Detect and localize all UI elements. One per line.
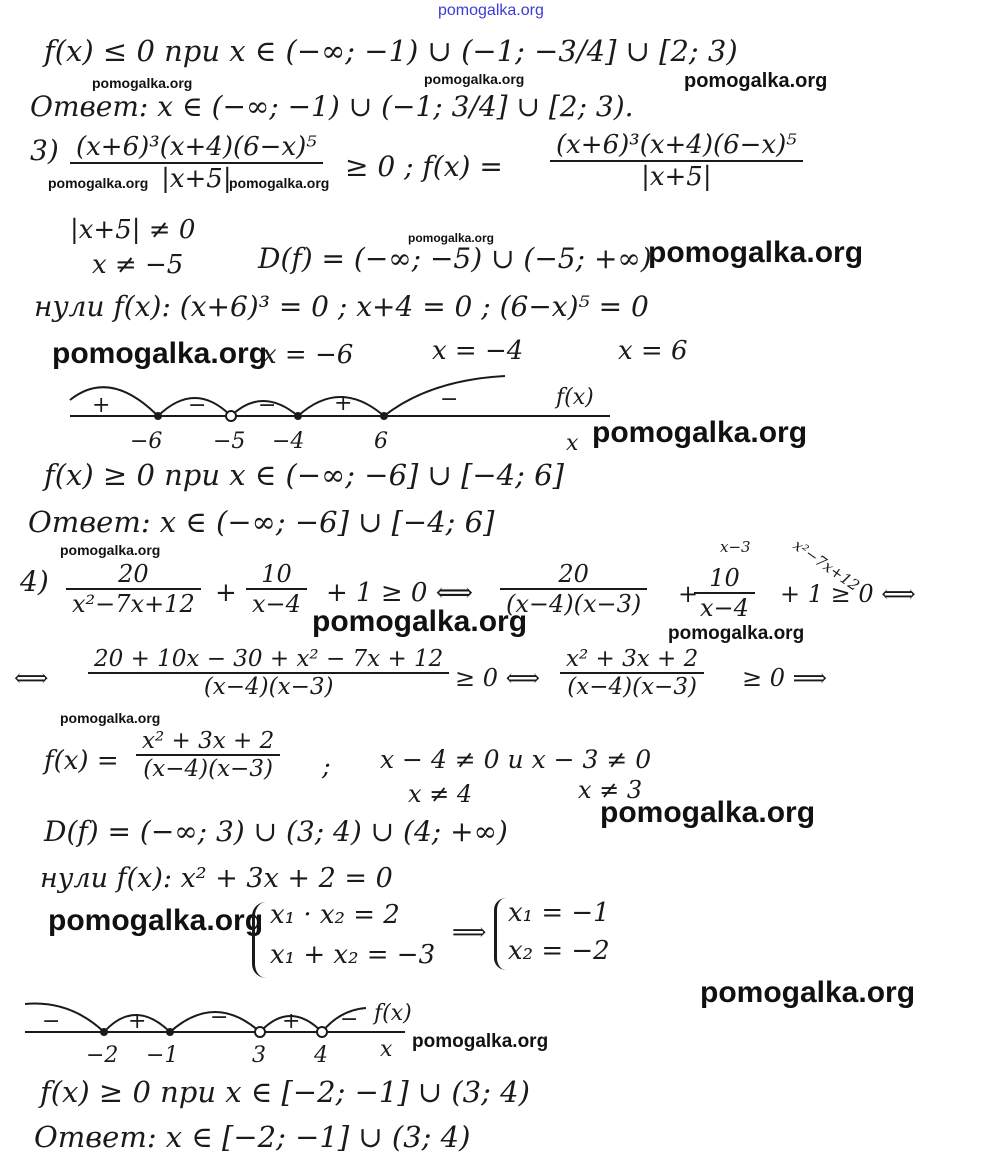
- watermark: pomogalka.org: [412, 1031, 549, 1052]
- sign-label: −: [440, 387, 459, 412]
- root-value: x₁ = −1: [508, 898, 610, 928]
- problem-4-fraction-1: [66, 560, 201, 618]
- watermark: pomogalka.org: [312, 605, 528, 638]
- simplified-fraction: [560, 646, 704, 700]
- answer-line-part3: Ответ: x ∈ (−∞; −6] ∪ [−4; 6]: [28, 505, 495, 539]
- point-label: −4: [272, 429, 305, 454]
- watermark: pomogalka.org: [600, 796, 816, 829]
- watermark: pomogalka.org: [229, 175, 330, 191]
- result-line-part4: f(x) ≥ 0 при x ∈ [−2; −1] ∪ (3; 4): [40, 1075, 530, 1109]
- condition-result: x ≠ −5: [92, 250, 184, 280]
- point-label: −2: [86, 1043, 119, 1068]
- sign-chart-2: [0, 990, 991, 1070]
- fraction-numerator: 10: [246, 560, 307, 590]
- problem-3-fraction: [70, 132, 323, 194]
- fraction-denominator: x²−7x+12: [72, 590, 195, 618]
- sign-label: −: [42, 1009, 61, 1034]
- function-label: f(x): [374, 1001, 412, 1026]
- watermark: pomogalka.org: [52, 337, 268, 370]
- equivalence: + 1 ≥ 0 ⟺: [780, 580, 916, 608]
- problem-4-fraction-3: [500, 560, 647, 618]
- domain-line: D(f) = (−∞; −5) ∪ (−5; +∞): [258, 242, 652, 275]
- function-label: f(x) =: [44, 746, 119, 776]
- watermark-top: pomogalka.org: [438, 2, 544, 19]
- vieta-sum: x₁ + x₂ = −3: [270, 940, 436, 970]
- system-brace: [494, 898, 509, 970]
- equivalence: ≥ 0 ⟺: [455, 664, 541, 692]
- axis-point-filled: [294, 412, 302, 420]
- problem-3-label: 3): [30, 134, 59, 167]
- sign-label: +: [334, 391, 353, 416]
- fraction-numerator: x² + 3x + 2: [136, 728, 280, 756]
- equivalence: + 1 ≥ 0 ⟺: [326, 578, 473, 608]
- fraction-denominator: x−4: [252, 590, 301, 618]
- fraction-denominator: |x+5|: [161, 164, 232, 194]
- fraction-numerator: 20: [500, 560, 647, 590]
- fraction-denominator: (x−4)(x−3): [203, 674, 334, 700]
- point-label: 3: [252, 1043, 266, 1068]
- condition-result: x ≠ 4: [408, 780, 473, 808]
- sign-label: −: [188, 393, 207, 418]
- sign-label: +: [92, 393, 111, 418]
- axis-point-filled: [166, 1028, 174, 1036]
- watermark: pomogalka.org: [60, 542, 161, 558]
- zero-value: x = −4: [432, 336, 524, 366]
- watermark: pomogalka.org: [668, 623, 805, 644]
- axis-point-open: [317, 1027, 327, 1037]
- implication: ⟹: [452, 918, 487, 946]
- watermark: pomogalka.org: [48, 175, 149, 191]
- zeros-line: нули f(x): x² + 3x + 2 = 0: [40, 863, 393, 894]
- axis-point-open: [226, 411, 236, 421]
- fraction-denominator: (x−4)(x−3): [143, 756, 273, 782]
- combined-fraction: [88, 646, 449, 700]
- point-label: −6: [130, 429, 163, 454]
- point-label: −5: [213, 429, 246, 454]
- axis-point-filled: [380, 412, 388, 420]
- sign-label: −: [258, 393, 277, 418]
- watermark: pomogalka.org: [648, 236, 864, 269]
- watermark: pomogalka.org: [424, 71, 525, 87]
- function-fraction: [550, 130, 803, 192]
- separator: ;: [322, 752, 331, 782]
- watermark: pomogalka.org: [48, 904, 264, 937]
- condition-line: x − 4 ≠ 0 и x − 3 ≠ 0: [380, 745, 652, 774]
- sign-label: −: [340, 1007, 359, 1032]
- fraction-denominator: (x−4)(x−3): [567, 674, 697, 700]
- system-brace: [252, 902, 269, 978]
- problem-4-fraction-4: [694, 564, 755, 622]
- variable-label: x: [380, 1037, 393, 1062]
- zero-value: x = 6: [618, 336, 688, 366]
- function-label: f(x): [556, 385, 594, 410]
- zeros-line: нули f(x): (x+6)³ = 0 ; x+4 = 0 ; (6−x)⁵ = 0: [34, 290, 649, 323]
- watermark: pomogalka.org: [684, 70, 828, 92]
- answer-line-part2: Ответ: x ∈ (−∞; −1) ∪ (−1; 3/4] ∪ [2; 3).: [30, 90, 634, 123]
- problem-3-relation: ≥ 0 ; f(x) =: [345, 150, 503, 183]
- problem-4-fraction-2: [246, 560, 307, 618]
- watermark: pomogalka.org: [60, 710, 161, 726]
- fraction-numerator: 20 + 10x − 30 + x² − 7x + 12: [88, 646, 449, 674]
- condition-result: x ≠ 3: [578, 776, 643, 804]
- result-line-part3: f(x) ≥ 0 при x ∈ (−∞; −6] ∪ [−4; 6]: [44, 458, 564, 492]
- watermark: pomogalka.org: [592, 416, 808, 449]
- watermark: pomogalka.org: [408, 231, 495, 245]
- vieta-product: x₁ · x₂ = 2: [270, 900, 400, 930]
- axis-point-filled: [154, 412, 162, 420]
- operator: +: [215, 578, 237, 608]
- fraction-numerator: (x+6)³(x+4)(6−x)⁵: [70, 132, 323, 164]
- equivalence: ⟺: [14, 664, 49, 692]
- axis-point-filled: [100, 1028, 108, 1036]
- problem-4-label: 4): [20, 565, 49, 598]
- fraction-denominator: x−4: [700, 594, 749, 622]
- fraction-numerator: 20: [66, 560, 201, 590]
- axis-point-open: [255, 1027, 265, 1037]
- sign-label: +: [282, 1009, 301, 1034]
- zero-value: x = −6: [262, 340, 354, 370]
- point-label: −1: [146, 1043, 179, 1068]
- fraction-denominator: (x−4)(x−3): [506, 590, 642, 618]
- variable-label: x: [566, 431, 579, 456]
- fraction-numerator: 10: [694, 564, 755, 594]
- watermark: pomogalka.org: [92, 75, 193, 91]
- domain-line: D(f) = (−∞; 3) ∪ (3; 4) ∪ (4; +∞): [44, 815, 508, 848]
- point-label: 4: [314, 1043, 328, 1068]
- answer-line-part4: Ответ: x ∈ [−2; −1] ∪ (3; 4): [34, 1120, 471, 1154]
- sign-label: +: [128, 1009, 147, 1034]
- fraction-denominator: |x+5|: [641, 162, 712, 192]
- function-fraction-4: [136, 728, 280, 782]
- point-label: 6: [374, 429, 388, 454]
- implication: ≥ 0 ⟹: [742, 664, 828, 692]
- fraction-numerator: (x+6)³(x+4)(6−x)⁵: [550, 130, 803, 162]
- sign-label: −: [210, 1005, 229, 1030]
- root-value: x₂ = −2: [508, 936, 610, 966]
- factor-annotation: x−3: [720, 538, 751, 556]
- condition-line: |x+5| ≠ 0: [70, 215, 196, 245]
- factor-annotation: x²−7x+12: [789, 536, 863, 595]
- result-line-part2: f(x) ≤ 0 при x ∈ (−∞; −1) ∪ (−1; −3/4] ∪ [2; 3): [44, 34, 738, 68]
- fraction-numerator: x² + 3x + 2: [560, 646, 704, 674]
- operator: +: [678, 580, 699, 608]
- sign-chart-1: [0, 370, 991, 460]
- watermark: pomogalka.org: [700, 976, 916, 1009]
